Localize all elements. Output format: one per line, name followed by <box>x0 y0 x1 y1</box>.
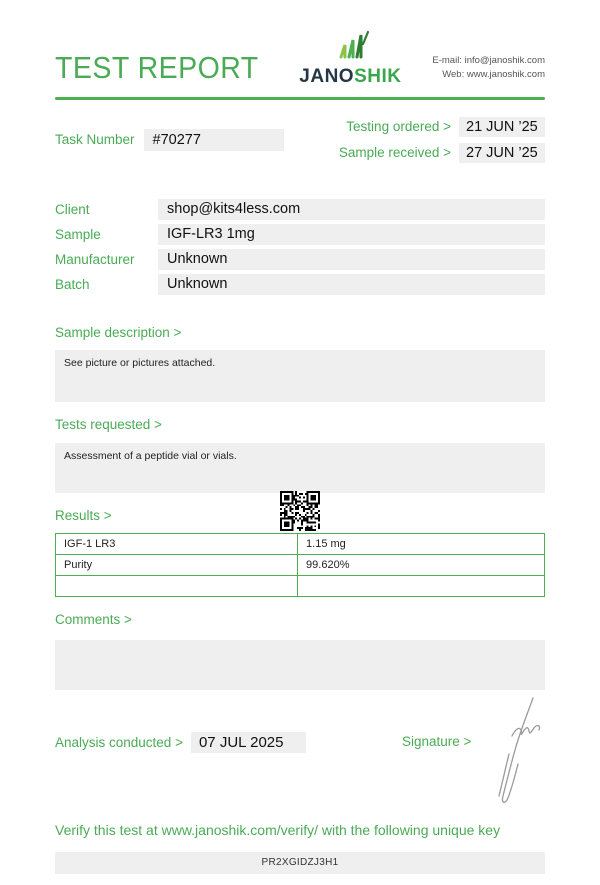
unique-key-box: PR2XGIDZJ3H1 <box>55 852 545 874</box>
info-row-client <box>55 199 545 220</box>
sample-received-label: Sample received > <box>338 145 451 160</box>
sample-value: IGF-LR3 1mg <box>158 224 545 245</box>
batch-label: Batch <box>55 276 90 292</box>
task-row <box>55 117 545 163</box>
logo-wordmark <box>299 67 401 86</box>
contact-info <box>432 54 545 86</box>
batch-value: Unknown <box>158 274 545 295</box>
tests-requested-heading: Tests requested > <box>55 416 162 432</box>
header-divider <box>55 97 545 100</box>
email-value: info@janoshik.com <box>464 54 545 66</box>
manufacturer-label: Manufacturer <box>55 251 135 267</box>
testing-ordered-label: Testing ordered > <box>346 119 451 134</box>
analysis-date-value: 07 JUL 2025 <box>191 732 306 753</box>
dates-group <box>339 117 545 163</box>
page-title: TEST REPORT <box>55 50 259 85</box>
info-row-sample <box>55 224 545 245</box>
report-header <box>55 0 545 86</box>
result-value-cell <box>298 575 545 596</box>
sample-received-row <box>339 143 545 163</box>
growth-bars-icon <box>328 30 372 65</box>
result-name-cell: Purity <box>56 554 298 575</box>
table-row <box>56 575 545 596</box>
sample-received-date: 27 JUN ’25 <box>459 143 545 163</box>
contact-email-line <box>432 54 545 69</box>
testing-ordered-row <box>339 117 545 137</box>
task-number-label: Task Number <box>55 132 135 147</box>
comments-heading: Comments > <box>55 611 132 627</box>
analysis-conducted-label: Analysis conducted > <box>55 735 183 750</box>
web-value: www.janoshik.com <box>466 69 545 81</box>
comments-box <box>55 640 545 690</box>
sample-description-box: See picture or pictures attached. <box>55 350 545 402</box>
email-label: E-mail: <box>432 54 462 66</box>
task-number-group <box>55 117 284 163</box>
janoshik-logo <box>299 30 401 86</box>
analysis-signature-row <box>55 732 545 754</box>
client-label: Client <box>55 201 90 217</box>
result-name-cell <box>56 575 298 596</box>
result-value-cell: 99.620% <box>298 554 545 575</box>
tests-requested-box: Assessment of a peptide vial or vials. <box>55 443 545 493</box>
result-value-cell: 1.15 mg <box>298 533 545 554</box>
web-label: Web: <box>442 69 465 81</box>
info-row-manufacturer <box>55 249 545 270</box>
results-table <box>55 533 545 597</box>
task-number-value: #70277 <box>144 129 284 151</box>
sample-label: Sample <box>55 226 101 242</box>
testing-ordered-date: 21 JUN ’25 <box>459 117 545 137</box>
contact-web-line <box>432 68 545 83</box>
results-section <box>55 508 545 597</box>
sample-info-list <box>55 199 545 295</box>
result-name-cell: IGF-1 LR3 <box>56 533 298 554</box>
results-heading: Results > <box>55 507 112 523</box>
info-row-batch <box>55 274 545 295</box>
signature-label: Signature > <box>402 733 472 749</box>
logo-word-dark: JANO <box>299 66 355 87</box>
sample-description-heading: Sample description > <box>55 324 182 340</box>
logo-word-green: SHIK <box>354 66 402 87</box>
table-row <box>56 554 545 575</box>
signature-scribble <box>465 692 555 817</box>
qr-code <box>280 491 320 531</box>
manufacturer-value: Unknown <box>158 249 545 270</box>
table-row <box>56 533 545 554</box>
client-value: shop@kits4less.com <box>158 199 545 220</box>
verify-text: Verify this test at www.janoshik.com/verify/ with the following unique key <box>55 821 501 838</box>
